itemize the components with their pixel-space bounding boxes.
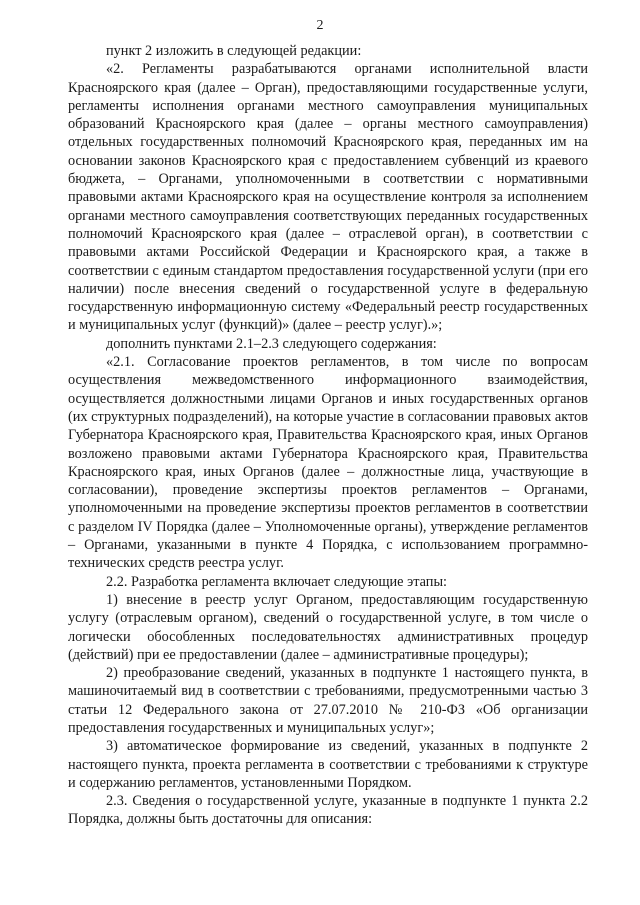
paragraph: 2.2. Разработка регламента включает следующие этапы: — [106, 573, 448, 590]
paragraph: 1) внесение в реестр услуг Органом, предоставляющим государственную услугу (отраслевым органом), сведений о государственной услуге, в том числе о логически обособленных последовательностях административных процедур (действий) при ее предоставлении (далее – административные процедуры); — [68, 591, 588, 663]
paragraph: «2. Регламенты разрабатываются органами исполнительной власти Красноярского края (далее – Орган), предоставляющими государственные услуги, регламенты исполнения органами местного самоуправления муниципальных образований Красноярского края (далее – органы местного самоуправления) отдельных государственных полномочий Красноярского края, переданных им на основании законов Красноярского края с предоставлением субвенций из краевого бюджета, – Органами, уполномоченными в соответствии с нормативными правовыми актами Красноярского края на осуществление контроля за исполнением органами местного самоуправления соответствующих переданных государственных полномочий Красноярского края (далее – отраслевой орган), в соответствии с правовыми актами Российской Федерации и Красноярского края, а также в соответствии с единым стандартом предоставления государственной услуги (при его наличии) после внесения сведений о государственной услуге в федеральную государственную информационную систему «Федеральный реестр государственных и муниципальных услуг (функций)» (далее – реестр услуг).»; — [68, 61, 588, 334]
page-number: 2 — [316, 18, 324, 33]
paragraph: 2) преобразование сведений, указанных в подпункте 1 настоящего пункта, в машиночитаемый вид в соответствии с требованиями, предусмотренными частью 3 статьи 12 Федерального закона от 27.07.2010 № 210-ФЗ «Об организации предоставления государственных и муниципальных услуг»; — [68, 665, 588, 736]
paragraph: 2.3. Сведения о государственной услуге, указанные в подпункте 1 пункта 2.2 Порядка, должны быть достаточны для описания: — [68, 793, 588, 828]
document-body — [68, 42, 588, 829]
paragraph: «2.1. Согласование проектов регламентов, в том числе по вопросам осуществления межведомственного информационного взаимодействия, осуществляется должностными лицами Органов и иных государственных органов (их структурных подразделений), на которые участие в согласовании правовых актов Губернатора Красноярского края, Правительства Красноярского края, иных Органов возложено правовыми актами Губернатора Красноярского края, Правительства Красноярского края, иных Органов (далее – должностные лица, участвующие в согласовании), проведение экспертизы проектов регламентов – Органами, уполномоченными на проведение экспертизы проектов регламентов в соответствии с разделом IV Порядка (далее – Уполномоченные органы), утверждение регламентов – Органами, указанными в пункте 4 Порядка, с использованием программно-технических средств реестра услуг. — [68, 354, 588, 572]
paragraph: дополнить пунктами 2.1–2.3 следующего содержания: — [106, 335, 437, 352]
paragraph: пункт 2 изложить в следующей редакции: — [106, 43, 362, 59]
paragraph: 3) автоматическое формирование из сведений, указанных в подпункте 2 настоящего пункта, проекта регламента в соответствии с требованиями к структуре и содержанию регламентов, установленными Порядком. — [68, 738, 588, 791]
